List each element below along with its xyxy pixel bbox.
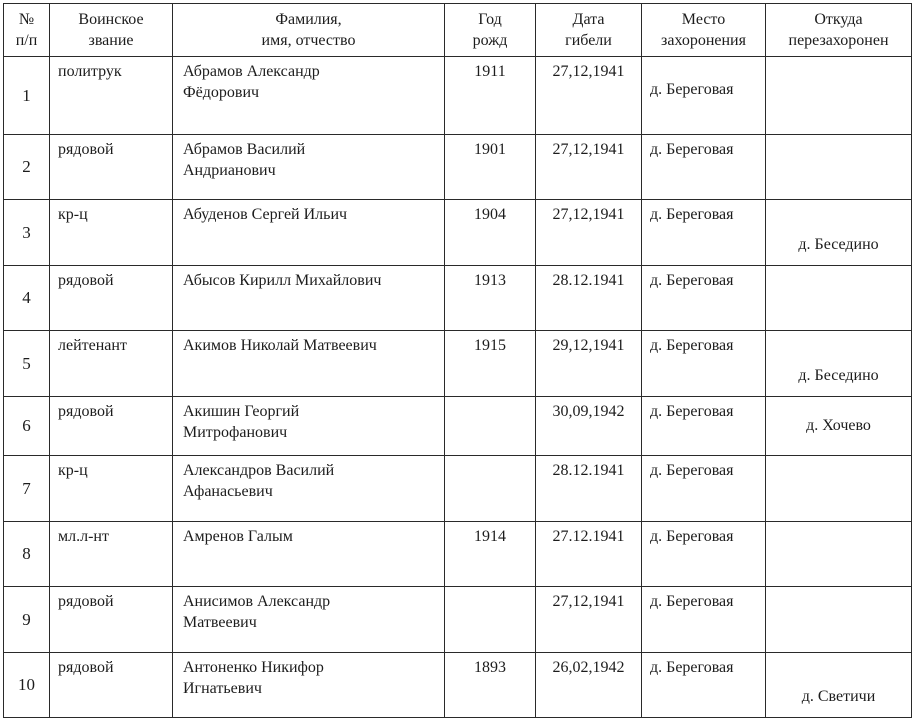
row-year: 1901	[445, 134, 536, 200]
row-from	[766, 456, 912, 522]
row-place: д. Береговая	[642, 587, 766, 653]
row-number: 3	[4, 200, 50, 266]
row-year: 1913	[445, 265, 536, 331]
row-from: д. Хочево	[766, 396, 912, 456]
row-date: 27,12,1941	[536, 587, 642, 653]
row-place: д. Береговая	[642, 200, 766, 266]
row-rank: лейтенант	[50, 331, 173, 397]
row-from	[766, 587, 912, 653]
row-year: 1914	[445, 521, 536, 587]
row-name: Антоненко Никифор Игнатьевич	[173, 652, 445, 718]
row-date: 27,12,1941	[536, 200, 642, 266]
row-place: д. Береговая	[642, 134, 766, 200]
row-date: 29,12,1941	[536, 331, 642, 397]
row-year: 1911	[445, 57, 536, 135]
row-name: Александров Василий Афанасьевич	[173, 456, 445, 522]
row-name: Абрамов Александр Фёдорович	[173, 57, 445, 135]
row-date: 28.12.1941	[536, 456, 642, 522]
row-from: д. Беседино	[766, 200, 912, 266]
row-rank: рядовой	[50, 134, 173, 200]
row-number: 5	[4, 331, 50, 397]
header-from: Откуда перезахоронен	[766, 4, 912, 57]
row-place: д. Береговая	[642, 265, 766, 331]
row-name: Абуденов Сергей Ильич	[173, 200, 445, 266]
row-rank: мл.л-нт	[50, 521, 173, 587]
row-place: д. Береговая	[642, 331, 766, 397]
row-number: 1	[4, 57, 50, 135]
table-row	[4, 587, 912, 653]
row-year	[445, 396, 536, 456]
table-row	[4, 331, 912, 397]
row-number: 10	[4, 652, 50, 718]
row-name: Амренов Галым	[173, 521, 445, 587]
row-rank: рядовой	[50, 652, 173, 718]
row-from	[766, 134, 912, 200]
table-row	[4, 456, 912, 522]
row-date: 27,12,1941	[536, 134, 642, 200]
table-row	[4, 57, 912, 135]
row-name: Абрамов Василий Андрианович	[173, 134, 445, 200]
row-year	[445, 456, 536, 522]
row-rank: кр-ц	[50, 200, 173, 266]
row-number: 2	[4, 134, 50, 200]
header-date: Дата гибели	[536, 4, 642, 57]
header-place: Место захоронения	[642, 4, 766, 57]
header-num: № п/п	[4, 4, 50, 57]
row-rank: кр-ц	[50, 456, 173, 522]
row-year: 1915	[445, 331, 536, 397]
row-date: 26,02,1942	[536, 652, 642, 718]
row-number: 9	[4, 587, 50, 653]
table-row	[4, 134, 912, 200]
row-number: 6	[4, 396, 50, 456]
header-year: Год рожд	[445, 4, 536, 57]
row-place: д. Береговая	[642, 652, 766, 718]
table-row	[4, 200, 912, 266]
header-name: Фамилия, имя, отчество	[173, 4, 445, 57]
row-from	[766, 521, 912, 587]
header-row	[4, 4, 912, 57]
row-rank: рядовой	[50, 265, 173, 331]
row-name: Абысов Кирилл Михайлович	[173, 265, 445, 331]
header-rank: Воинское звание	[50, 4, 173, 57]
row-place: д. Береговая	[642, 396, 766, 456]
row-date: 27,12,1941	[536, 57, 642, 135]
table-row	[4, 521, 912, 587]
burial-list-table	[3, 3, 912, 718]
row-from: д. Светичи	[766, 652, 912, 718]
row-place: д. Береговая	[642, 521, 766, 587]
row-number: 4	[4, 265, 50, 331]
row-name: Анисимов Александр Матвеевич	[173, 587, 445, 653]
table-row	[4, 265, 912, 331]
row-from	[766, 265, 912, 331]
row-year: 1893	[445, 652, 536, 718]
row-from: д. Беседино	[766, 331, 912, 397]
table-row	[4, 652, 912, 718]
row-number: 8	[4, 521, 50, 587]
row-rank: политрук	[50, 57, 173, 135]
row-date: 28.12.1941	[536, 265, 642, 331]
row-date: 27.12.1941	[536, 521, 642, 587]
row-rank: рядовой	[50, 587, 173, 653]
row-place: д. Береговая	[642, 57, 766, 135]
row-date: 30,09,1942	[536, 396, 642, 456]
row-number: 7	[4, 456, 50, 522]
row-name: Акимов Николай Матвеевич	[173, 331, 445, 397]
row-place: д. Береговая	[642, 456, 766, 522]
row-name: Акишин Георгий Митрофанович	[173, 396, 445, 456]
row-year: 1904	[445, 200, 536, 266]
table-row	[4, 396, 912, 456]
row-rank: рядовой	[50, 396, 173, 456]
row-from	[766, 57, 912, 135]
row-year	[445, 587, 536, 653]
